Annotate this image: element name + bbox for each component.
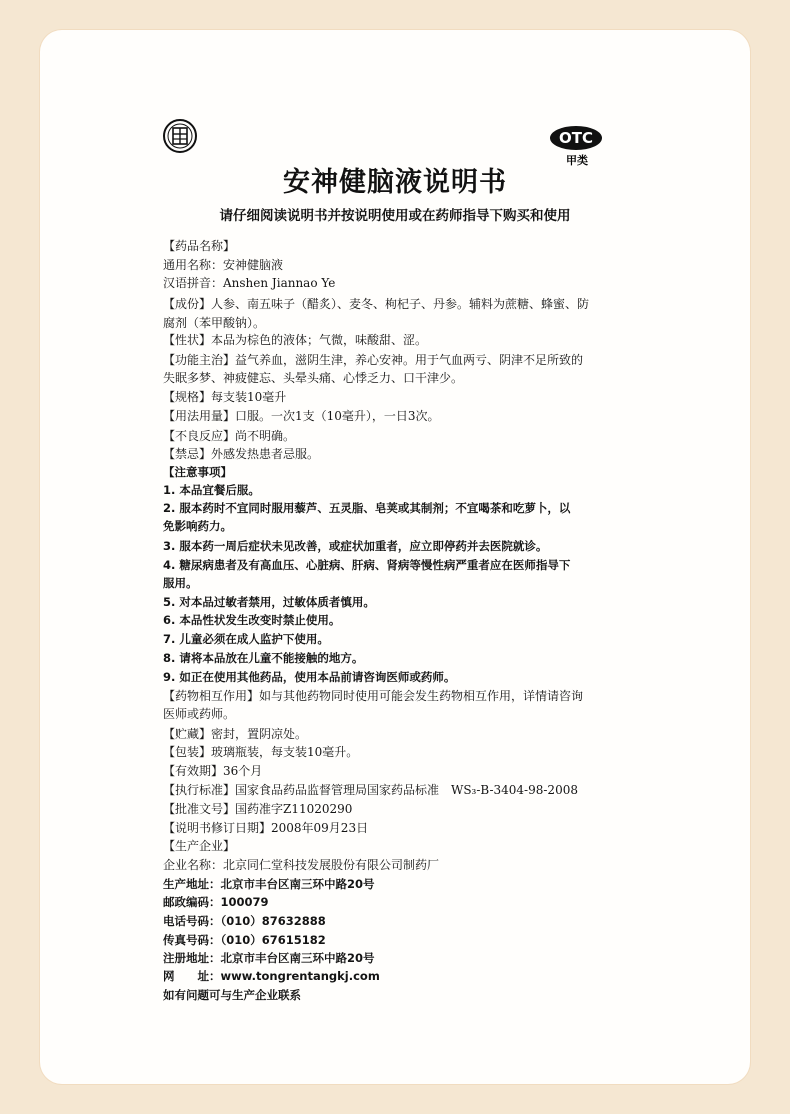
leaflet-line: 免影响药力。 <box>163 519 232 533</box>
leaflet-line: 服用。 <box>163 576 198 590</box>
leaflet-line: 失眠多梦、神疲健忘、头晕头痛、心悸乏力、口干津少。 <box>163 371 464 385</box>
leaflet-line: 8. 请将本品放在儿童不能接触的地方。 <box>163 651 364 665</box>
leaflet-line: 网 址：www.tongrentangkj.com <box>163 969 380 983</box>
page-title: 安神健脑液说明书 <box>283 167 507 198</box>
leaflet-line: 注册地址：北京市丰台区南三环中路20号 <box>163 951 375 965</box>
leaflet-line: 腐剂（苯甲酸钠）。 <box>163 316 266 330</box>
otc-label: OTC <box>550 126 602 150</box>
leaflet-line: 【不良反应】尚不明确。 <box>163 429 296 443</box>
leaflet-line: 【有效期】36个月 <box>163 764 263 778</box>
leaflet-line: 邮政编码：100079 <box>163 895 269 909</box>
leaflet-line: 4. 糖尿病患者及有高血压、心脏病、肝病、肾病等慢性病严重者应在医师指导下 <box>163 558 571 572</box>
leaflet-line: 【说明书修订日期】2008年09月23日 <box>163 821 369 835</box>
leaflet-line: 企业名称：北京同仁堂科技发展股份有限公司制药厂 <box>163 858 440 872</box>
leaflet-line: 【规格】每支装10毫升 <box>163 390 287 404</box>
leaflet-line: 7. 儿童必须在成人监护下使用。 <box>163 632 329 646</box>
leaflet-line: 1. 本品宜餐后服。 <box>163 483 260 497</box>
leaflet-line: 【性状】本品为棕色的液体；气微，味酸甜、涩。 <box>163 333 428 347</box>
leaflet-line: 生产地址：北京市丰台区南三环中路20号 <box>163 877 375 891</box>
leaflet-line: 【药品名称】 <box>163 239 236 253</box>
leaflet-line: 【执行标准】国家食品药品监督管理局国家药品标准 WS₃-B-3404-98-2008 <box>163 783 578 797</box>
leaflet-line: 传真号码：（010）67615182 <box>163 933 326 947</box>
leaflet-line: 汉语拼音：Anshen Jiannao Ye <box>163 276 336 290</box>
leaflet-line: 【禁忌】外感发热患者忌服。 <box>163 447 320 461</box>
otc-class-label: 甲类 <box>566 154 588 167</box>
page-subtitle: 请仔细阅读说明书并按说明使用或在药师指导下购买和使用 <box>219 208 571 224</box>
leaflet-line: 如有问题可与生产企业联系 <box>163 988 301 1002</box>
leaflet-line: 5. 对本品过敏者禁用，过敏体质者慎用。 <box>163 595 375 609</box>
leaflet-line: 电话号码：（010）87632888 <box>163 914 326 928</box>
tongrentang-seal-icon <box>162 118 198 154</box>
leaflet-line: 【药物相互作用】如与其他药物同时使用可能会发生药物相互作用，详情请咨询 <box>163 689 584 703</box>
leaflet-line: 【注意事项】 <box>163 465 232 479</box>
leaflet-line: 通用名称：安神健脑液 <box>163 258 284 272</box>
leaflet-line: 【贮藏】密封，置阴凉处。 <box>163 727 308 741</box>
leaflet-line: 【用法用量】口服。一次1支（10毫升），一日3次。 <box>163 409 440 423</box>
leaflet-line: 【批准文号】国药准字Z11020290 <box>163 802 353 816</box>
leaflet-line: 【成份】人参、南五味子（醋炙）、麦冬、枸杞子、丹参。辅料为蔗糖、蜂蜜、防 <box>163 297 590 311</box>
leaflet-line: 6. 本品性状发生改变时禁止使用。 <box>163 613 341 627</box>
leaflet-line: 3. 服本药一周后症状未见改善，或症状加重者，应立即停药并去医院就诊。 <box>163 539 548 553</box>
leaflet-line: 医师或药师。 <box>163 707 236 721</box>
leaflet-line: 【功能主治】益气养血，滋阴生津，养心安神。用于气血两亏、阴津不足所致的 <box>163 353 584 367</box>
leaflet-line: 【包装】玻璃瓶装，每支装10毫升。 <box>163 745 359 759</box>
leaflet-line: 2. 服本药时不宜同时服用藜芦、五灵脂、皂荚或其制剂；不宜喝茶和吃萝卜，以 <box>163 501 571 515</box>
leaflet-line: 【生产企业】 <box>163 839 236 853</box>
leaflet-line: 9. 如正在使用其他药品，使用本品前请咨询医师或药师。 <box>163 670 456 684</box>
